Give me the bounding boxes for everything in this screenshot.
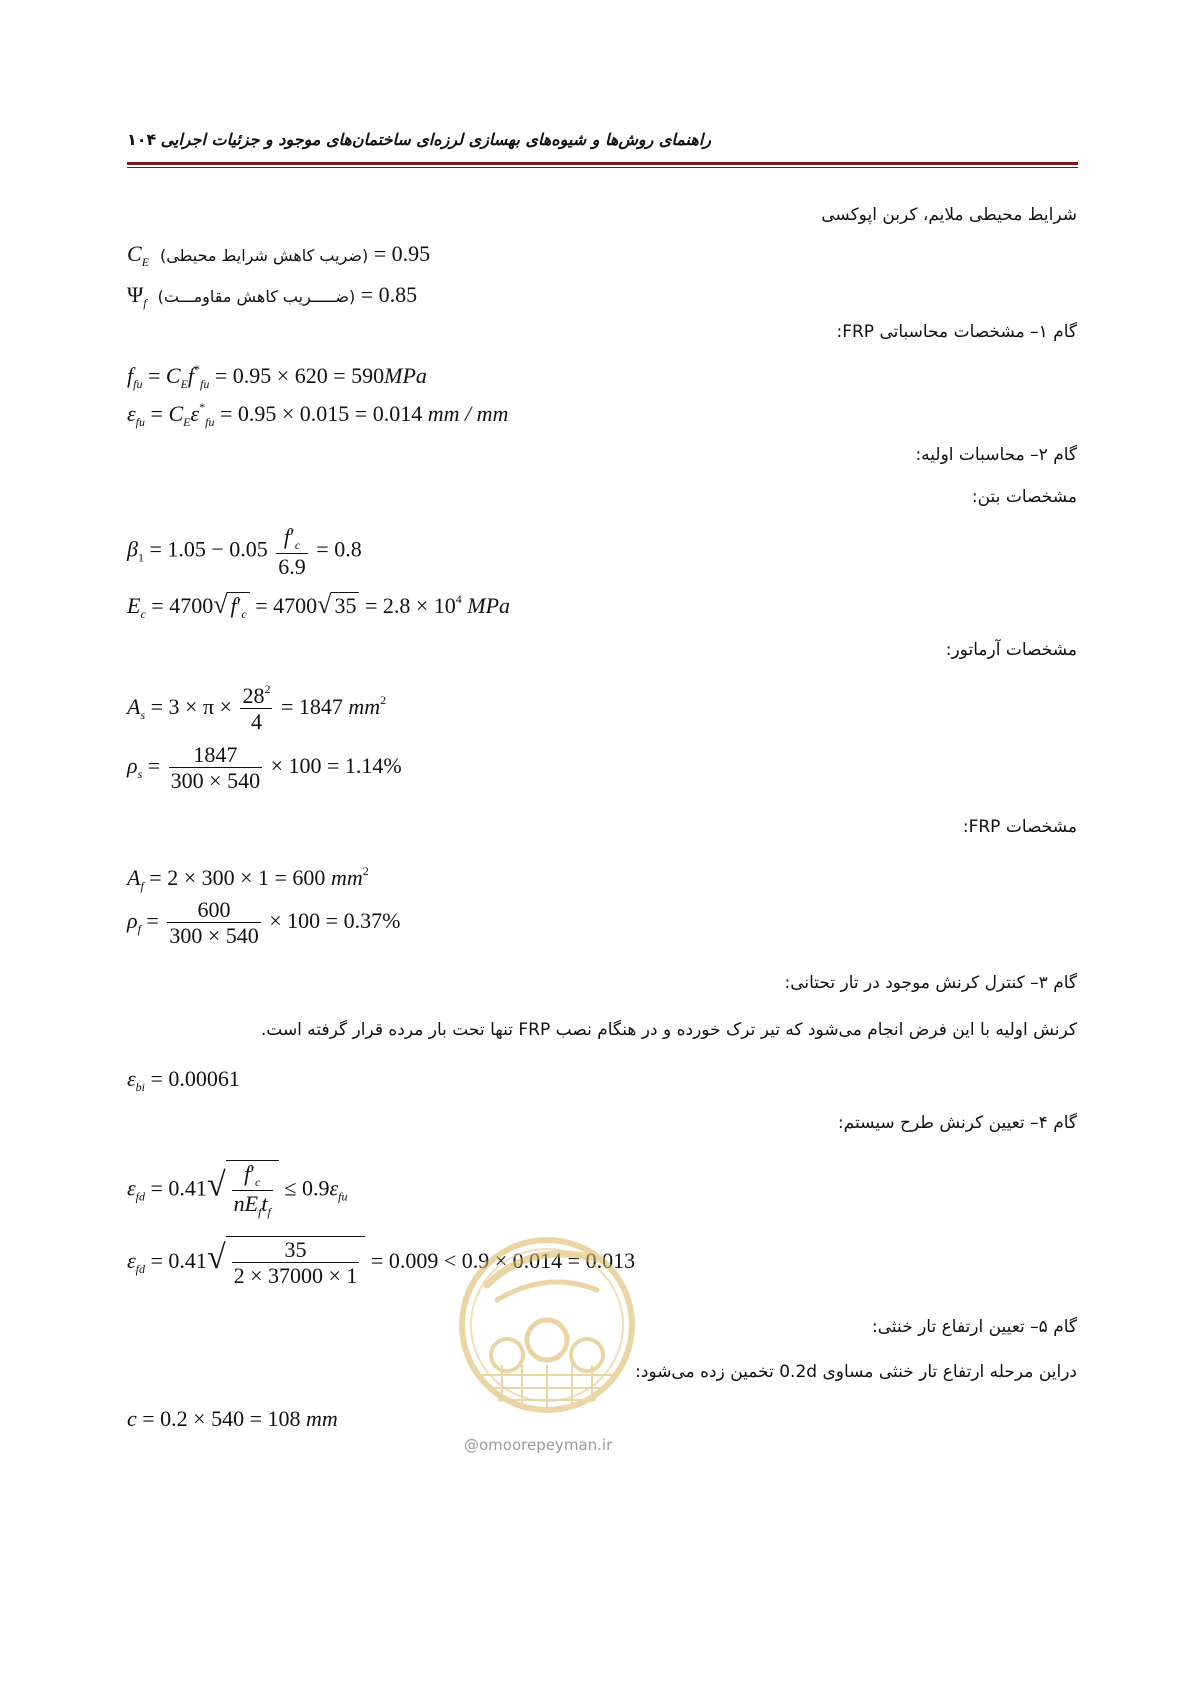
rhos-den: 300 × 540	[170, 768, 261, 794]
ffu-unit: MPa	[384, 363, 427, 388]
as-lhs: = 3 × π ×	[150, 693, 232, 719]
rebar-heading: مشخصات آرماتور:	[945, 640, 1077, 660]
ec-exp: 4	[455, 592, 462, 606]
rhof-fraction	[167, 897, 260, 949]
psi-value: 0.85	[378, 282, 418, 307]
eq-as: $A_s = 3 \times \pi$ × $\frac{28^2}{4}$ = 1847 $mm^2$	[127, 682, 387, 735]
eq-beta1: $\beta_1 = 1.05 - 0.05$ $\frac{f'_c}{6.9}$ = 0.8	[127, 524, 362, 579]
efd-le: ≤ 0.9	[284, 1175, 330, 1201]
efd-coef: = 0.41	[150, 1175, 207, 1201]
as-unit: mm	[348, 693, 381, 719]
step4-heading: گام ۴– تعیین کرنش طرح سیستم:	[837, 1113, 1077, 1133]
watermark-site: @omoorepeyman.ir	[464, 1436, 613, 1454]
eq-efd-value: $\varepsilon_{fd} = 0.41√$ $\frac{35}{2 \times 37000 \times 1}$ = 0.009 < 0.9 × 0.014 = 0.013	[127, 1237, 636, 1289]
rhos-rhs: × 100 = 1.14%	[270, 752, 402, 778]
beta-fraction: $\frac{f'_c}{6.9}$	[278, 524, 306, 579]
as-den: 4	[240, 708, 272, 734]
ffu-rhs: = 0.95 × 620 = 590	[214, 363, 385, 388]
header-rule-thin	[127, 167, 1078, 168]
ce-value: 0.95	[391, 241, 431, 266]
running-header-title: راهنمای روش‌ها و شیوه‌های بهسازی لرزه‌ای ساختمان‌های موجود و جزئیات اجرایی	[160, 130, 711, 149]
efd2-fraction	[232, 1237, 360, 1289]
rhof-rhs: × 100 = 0.37%	[269, 907, 401, 933]
af-unit: mm	[330, 865, 363, 890]
ce-label: (ضریب کاهش شرایط محیطی)	[160, 246, 369, 265]
c-rhs: = 0.2 × 540 = 108	[142, 1406, 301, 1431]
watermark-logo	[452, 1230, 642, 1430]
psi-label: (ضـــــریب کاهش مقاومـــت)	[157, 287, 356, 306]
step3-text: کرنش اولیه با این فرض انجام می‌شود که تیر ترک خورده و در هنگام نصب FRP تنها تحت بار مرده قرار گرفته است.	[260, 1020, 1077, 1040]
efd-fraction: $\frac{f'_c}{nE_ft_f}$	[233, 1161, 271, 1219]
conditions-text: شرایط محیطی ملایم، کربن اپوکسی	[821, 205, 1077, 225]
step5-text: دراین مرحله ارتفاع تار خنثی مساوی 0.2d تخمین زده می‌شود:	[635, 1362, 1077, 1382]
step1-heading: گام ۱– مشخصات محاسباتی FRP:	[836, 322, 1077, 342]
eq-ce: $C_E$ (ضریب کاهش شرایط محیطی) = 0.95	[127, 241, 431, 269]
as-unit-exp: 2	[380, 692, 387, 707]
ec-unit: MPa	[467, 593, 511, 618]
af-rhs: = 2 × 300 × 1 = 600	[149, 865, 326, 890]
concrete-heading: مشخصات بتن:	[971, 487, 1077, 507]
efd2-num: 35	[284, 1237, 307, 1262]
as-fraction	[240, 683, 272, 735]
rhof-num: 600	[197, 897, 231, 922]
page-number: ۱۰۴	[127, 130, 157, 149]
rhos-fraction	[169, 742, 262, 794]
eq-af: $A_f = 2 \times 300 \times 1 = 600$ $mm^2$	[127, 864, 369, 893]
header-rule	[127, 162, 1078, 165]
efu-rhs: = 0.95 × 0.015 = 0.014	[219, 401, 423, 426]
eq-efd: $\varepsilon_{fd} = 0.41√$ $\frac{f'_c}{nE_ft_f}$ ≤ $0.9\varepsilon_{fu}$	[127, 1161, 348, 1219]
rhof-den: 300 × 540	[169, 923, 259, 949]
eq-rhos: $\rho_s$ = $\frac{1847}{300 \times 540}$ × 100 = 1.14%	[127, 742, 402, 794]
efu-unit: mm / mm	[427, 401, 509, 426]
step5-heading: گام ۵– تعیین ارتفاع تار خنثی:	[872, 1317, 1077, 1337]
efd2-rhs: = 0.009 < 0.9 × 0.014 = 0.013	[370, 1247, 636, 1273]
eq-ec: $E_c = 4700√$ $f'_c = 4700√$ $35 = 2.8 \times 10^4$ MPa	[127, 590, 511, 621]
as-num-exp: 2	[264, 682, 271, 696]
rhos-num: 1847	[193, 742, 238, 767]
ec-mid: = 4700	[255, 593, 318, 618]
ec-rhs: = 2.8 × 10	[364, 593, 456, 618]
eq-rhof: $\rho_f$ = $\frac{600}{300 \times 540}$ × 100 = 0.37%	[127, 897, 401, 949]
frp-heading: مشخصات FRP:	[962, 817, 1077, 837]
beta-den: 6.9	[278, 553, 306, 579]
efd2-den: 2 × 37000 × 1	[233, 1263, 358, 1289]
beta-rhs: = 0.8	[316, 536, 362, 562]
step3-heading: گام ۳– کنترل کرنش موجود در تار تحتانی:	[784, 973, 1077, 993]
c-unit: mm	[306, 1406, 338, 1431]
ebi-rhs: = 0.00061	[150, 1066, 240, 1091]
as-num: 28	[242, 683, 265, 708]
step2-heading: گام ۲– محاسبات اولیه:	[915, 445, 1077, 465]
eq-ffu: $f_{fu} = C_Ef^*_{fu} = 0.95 \times 620 = 590MPa$	[127, 362, 427, 391]
ec-lhs: = 4700	[151, 593, 214, 618]
eq-ebi: $\varepsilon_{bi} = 0.00061$	[127, 1066, 240, 1094]
efd2-coef: = 0.41	[150, 1247, 207, 1273]
eq-c: c = 0.2 × 540 = 108 mm	[127, 1406, 338, 1431]
af-unit-exp: 2	[362, 864, 369, 878]
ec-sqrt-val: 35	[331, 592, 359, 619]
beta-lhs: = 1.05 − 0.05	[149, 536, 268, 562]
eq-psi: $\Psi_f$ (ضـــــریب کاهش مقاومـــت) = 0.85	[127, 282, 418, 310]
eq-efu: $\varepsilon_{fu} = C_E\varepsilon^*_{fu} = 0.95 \times 0.015 = 0.014$ mm / mm	[127, 400, 509, 429]
as-rhs: = 1847	[280, 693, 343, 719]
